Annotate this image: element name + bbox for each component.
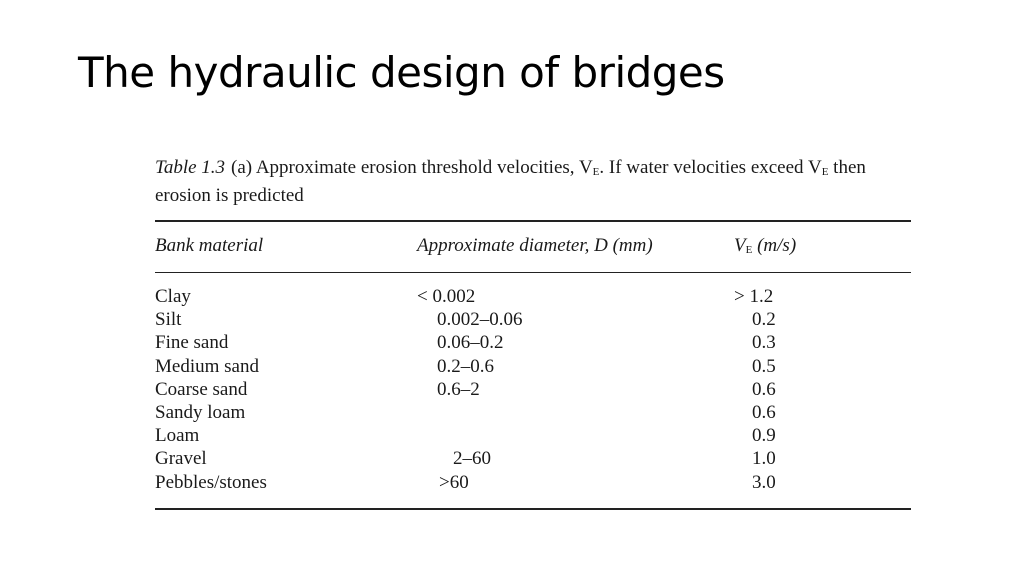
table-row bbox=[155, 331, 911, 354]
table-row bbox=[155, 355, 911, 378]
table-bottom-rule bbox=[155, 508, 911, 510]
cell-diameter: 0.06–0.2 bbox=[437, 332, 504, 354]
cell-bank-material: Pebbles/stones bbox=[155, 471, 267, 493]
cell-bank-material: Coarse sand bbox=[155, 378, 248, 400]
cell-diameter: 2–60 bbox=[453, 448, 491, 470]
cell-velocity: > 1.2 bbox=[734, 286, 774, 307]
cell-velocity: 3.0 bbox=[752, 471, 776, 493]
table-caption-label: Table 1.3 bbox=[155, 157, 226, 178]
header-velocity-unit: (m/s) bbox=[752, 235, 797, 256]
caption-text-a: (a) Approximate erosion threshold velocities, V bbox=[231, 157, 593, 178]
cell-bank-material: Gravel bbox=[155, 448, 207, 470]
table-row bbox=[155, 308, 911, 331]
cell-velocity: 0.6 bbox=[752, 378, 776, 400]
table-body bbox=[155, 273, 911, 508]
cell-diameter: 0.6–2 bbox=[437, 378, 480, 400]
header-velocity bbox=[734, 235, 796, 257]
cell-bank-material: Silt bbox=[155, 309, 182, 331]
cell-bank-material: Fine sand bbox=[155, 332, 229, 354]
table-row bbox=[155, 447, 911, 470]
table-row bbox=[155, 424, 911, 447]
table-row bbox=[155, 401, 911, 424]
cell-bank-material: Sandy loam bbox=[155, 401, 246, 423]
header-approximate-diameter: Approximate diameter, D (mm) bbox=[417, 235, 653, 256]
table-row bbox=[155, 471, 911, 494]
caption-subscript-a: E bbox=[592, 166, 600, 178]
erosion-table-figure bbox=[155, 156, 911, 510]
header-velocity-symbol: V bbox=[734, 235, 746, 256]
cell-velocity: 1.0 bbox=[752, 448, 776, 470]
table-row bbox=[155, 285, 911, 308]
table-row bbox=[155, 378, 911, 401]
cell-velocity: 0.9 bbox=[752, 425, 776, 447]
header-bank-material: Bank material bbox=[155, 235, 264, 256]
cell-velocity: 0.6 bbox=[752, 401, 776, 423]
table-header-row bbox=[155, 222, 911, 272]
cell-diameter: >60 bbox=[439, 471, 469, 493]
cell-diameter: 0.2–0.6 bbox=[437, 355, 494, 377]
caption-text-b: . If water velocities exceed V bbox=[599, 157, 822, 178]
cell-bank-material: Medium sand bbox=[155, 355, 259, 377]
table-caption bbox=[155, 156, 911, 207]
cell-diameter: 0.002–0.06 bbox=[437, 309, 523, 331]
header-velocity-subscript: E bbox=[745, 244, 753, 256]
caption-text-c: then erosion is predicted bbox=[155, 157, 866, 206]
cell-bank-material: Clay bbox=[155, 286, 191, 307]
cell-diameter: < 0.002 bbox=[417, 286, 476, 307]
cell-velocity: 0.5 bbox=[752, 355, 776, 377]
cell-bank-material: Loam bbox=[155, 425, 200, 447]
slide-title: The hydraulic design of bridges bbox=[78, 48, 725, 97]
cell-velocity: 0.3 bbox=[752, 332, 776, 354]
cell-velocity: 0.2 bbox=[752, 309, 776, 331]
caption-subscript-b: E bbox=[821, 166, 829, 178]
